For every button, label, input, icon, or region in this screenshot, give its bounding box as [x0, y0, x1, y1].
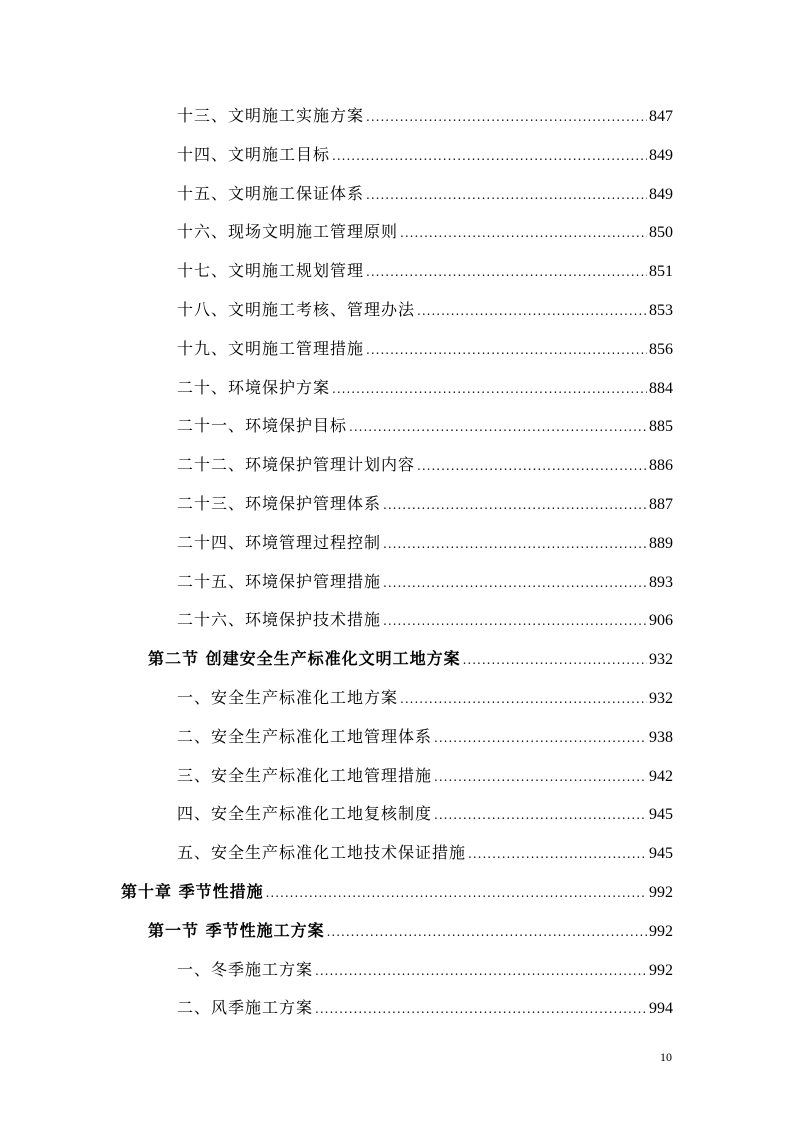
- toc-leader-dots: [349, 408, 647, 447]
- toc-leader-dots: [383, 486, 647, 525]
- toc-entry-page: 885: [649, 418, 673, 436]
- toc-entry[interactable]: [177, 834, 673, 873]
- toc-entry-page: 856: [649, 340, 673, 358]
- table-of-contents: [0, 97, 793, 1028]
- toc-entry-page: 850: [649, 224, 673, 242]
- toc-leader-dots: [315, 952, 647, 991]
- toc-entry[interactable]: [177, 795, 673, 834]
- toc-entry-title: 第十章 季节性措施: [121, 881, 264, 901]
- toc-leader-dots: [383, 602, 647, 641]
- toc-leader-dots: [366, 331, 647, 370]
- toc-entry-page: 851: [649, 263, 673, 281]
- toc-entry-page: 887: [649, 495, 673, 513]
- toc-entry-title: 二、风季施工方案: [177, 998, 314, 1018]
- toc-entry-page: 906: [649, 612, 673, 630]
- toc-leader-dots: [383, 564, 647, 603]
- toc-entry-page: 849: [649, 185, 673, 203]
- toc-leader-dots: [434, 796, 647, 835]
- toc-leader-dots: [366, 98, 647, 137]
- toc-entry-page: 932: [649, 689, 673, 707]
- toc-leader-dots: [266, 874, 647, 913]
- toc-entry[interactable]: [177, 524, 673, 563]
- toc-entry-title: 二、安全生产标准化工地管理体系: [177, 726, 433, 746]
- toc-entry[interactable]: [177, 175, 673, 214]
- toc-entry-title: 十三、文明施工实施方案: [177, 106, 365, 125]
- toc-entry-title: 十六、现场文明施工管理原则: [177, 222, 399, 242]
- toc-entry[interactable]: [177, 213, 673, 252]
- toc-entry-page: 945: [649, 806, 673, 824]
- toc-leader-dots: [327, 913, 647, 952]
- toc-entry-title: 二十一、环境保护目标: [177, 416, 348, 436]
- toc-leader-dots: [366, 176, 647, 215]
- toc-leader-dots: [366, 253, 647, 292]
- toc-entry[interactable]: [177, 330, 673, 369]
- toc-leader-dots: [463, 641, 647, 680]
- toc-entry-page: 992: [649, 922, 673, 940]
- toc-entry-title: 十四、文明施工目标: [177, 144, 331, 164]
- toc-entry-page: 853: [649, 301, 673, 319]
- toc-entry[interactable]: [177, 989, 673, 1028]
- toc-entry[interactable]: [177, 757, 673, 796]
- toc-entry[interactable]: [177, 485, 673, 524]
- toc-leader-dots: [332, 137, 647, 176]
- toc-entry-title: 二十、环境保护方案: [177, 377, 331, 397]
- toc-entry-title: 二十四、环境管理过程控制: [177, 532, 382, 552]
- toc-entry-page: 893: [649, 573, 673, 591]
- toc-leader-dots: [434, 758, 647, 797]
- toc-entry-page: 847: [649, 108, 673, 125]
- toc-entry-title: 十七、文明施工规划管理: [177, 261, 365, 281]
- toc-entry-page: 938: [649, 728, 673, 746]
- toc-entry[interactable]: [177, 136, 673, 175]
- toc-entry-title: 一、冬季施工方案: [177, 959, 314, 979]
- toc-entry[interactable]: [177, 446, 673, 485]
- page-number: 10: [660, 1050, 672, 1064]
- toc-entry-page: 886: [649, 457, 673, 475]
- toc-entry[interactable]: [177, 291, 673, 330]
- toc-entry-title: 五、安全生产标准化工地技术保证措施: [177, 843, 467, 863]
- toc-entry-title: 十九、文明施工管理措施: [177, 338, 365, 358]
- toc-entry[interactable]: [177, 601, 673, 640]
- toc-leader-dots: [417, 447, 647, 486]
- toc-entry[interactable]: [177, 97, 673, 136]
- toc-entry[interactable]: [177, 679, 673, 718]
- toc-entry-page: 945: [649, 845, 673, 863]
- toc-entry[interactable]: [177, 563, 673, 602]
- toc-entry[interactable]: [148, 640, 673, 679]
- toc-entry-page: 884: [649, 379, 673, 397]
- toc-entry-page: 992: [649, 883, 673, 901]
- toc-entry-title: 十五、文明施工保证体系: [177, 183, 365, 203]
- toc-entry-title: 三、安全生产标准化工地管理措施: [177, 765, 433, 785]
- toc-entry-page: 994: [649, 1000, 673, 1018]
- toc-entry-title: 二十五、环境保护管理措施: [177, 571, 382, 591]
- toc-entry-title: 四、安全生产标准化工地复核制度: [177, 804, 433, 824]
- toc-entry-page: 932: [649, 651, 673, 669]
- toc-leader-dots: [400, 214, 647, 253]
- toc-entry[interactable]: [177, 407, 673, 446]
- toc-entry-page: 992: [649, 961, 673, 979]
- toc-leader-dots: [417, 292, 647, 331]
- toc-entry[interactable]: [148, 912, 673, 951]
- toc-entry[interactable]: [177, 718, 673, 757]
- toc-entry-title: 二十三、环境保护管理体系: [177, 493, 382, 513]
- toc-leader-dots: [315, 990, 647, 1029]
- toc-entry-title: 一、安全生产标准化工地方案: [177, 687, 399, 707]
- toc-leader-dots: [383, 525, 647, 564]
- toc-entry-title: 二十六、环境保护技术措施: [177, 610, 382, 630]
- toc-leader-dots: [332, 370, 647, 409]
- toc-entry-title: 二十二、环境保护管理计划内容: [177, 455, 416, 475]
- toc-entry-page: 942: [649, 767, 673, 785]
- toc-leader-dots: [468, 835, 647, 874]
- toc-entry[interactable]: [121, 873, 673, 912]
- toc-entry[interactable]: [177, 252, 673, 291]
- toc-entry-title: 第二节 创建安全生产标准化文明工地方案: [148, 649, 461, 669]
- toc-entry-page: 849: [649, 146, 673, 164]
- toc-entry-page: 889: [649, 534, 673, 552]
- toc-entry[interactable]: [177, 369, 673, 408]
- toc-leader-dots: [400, 680, 647, 719]
- toc-entry[interactable]: [177, 951, 673, 990]
- toc-entry-title: 第一节 季节性施工方案: [148, 920, 325, 940]
- toc-leader-dots: [434, 719, 647, 758]
- toc-entry-title: 十八、文明施工考核、管理办法: [177, 299, 416, 319]
